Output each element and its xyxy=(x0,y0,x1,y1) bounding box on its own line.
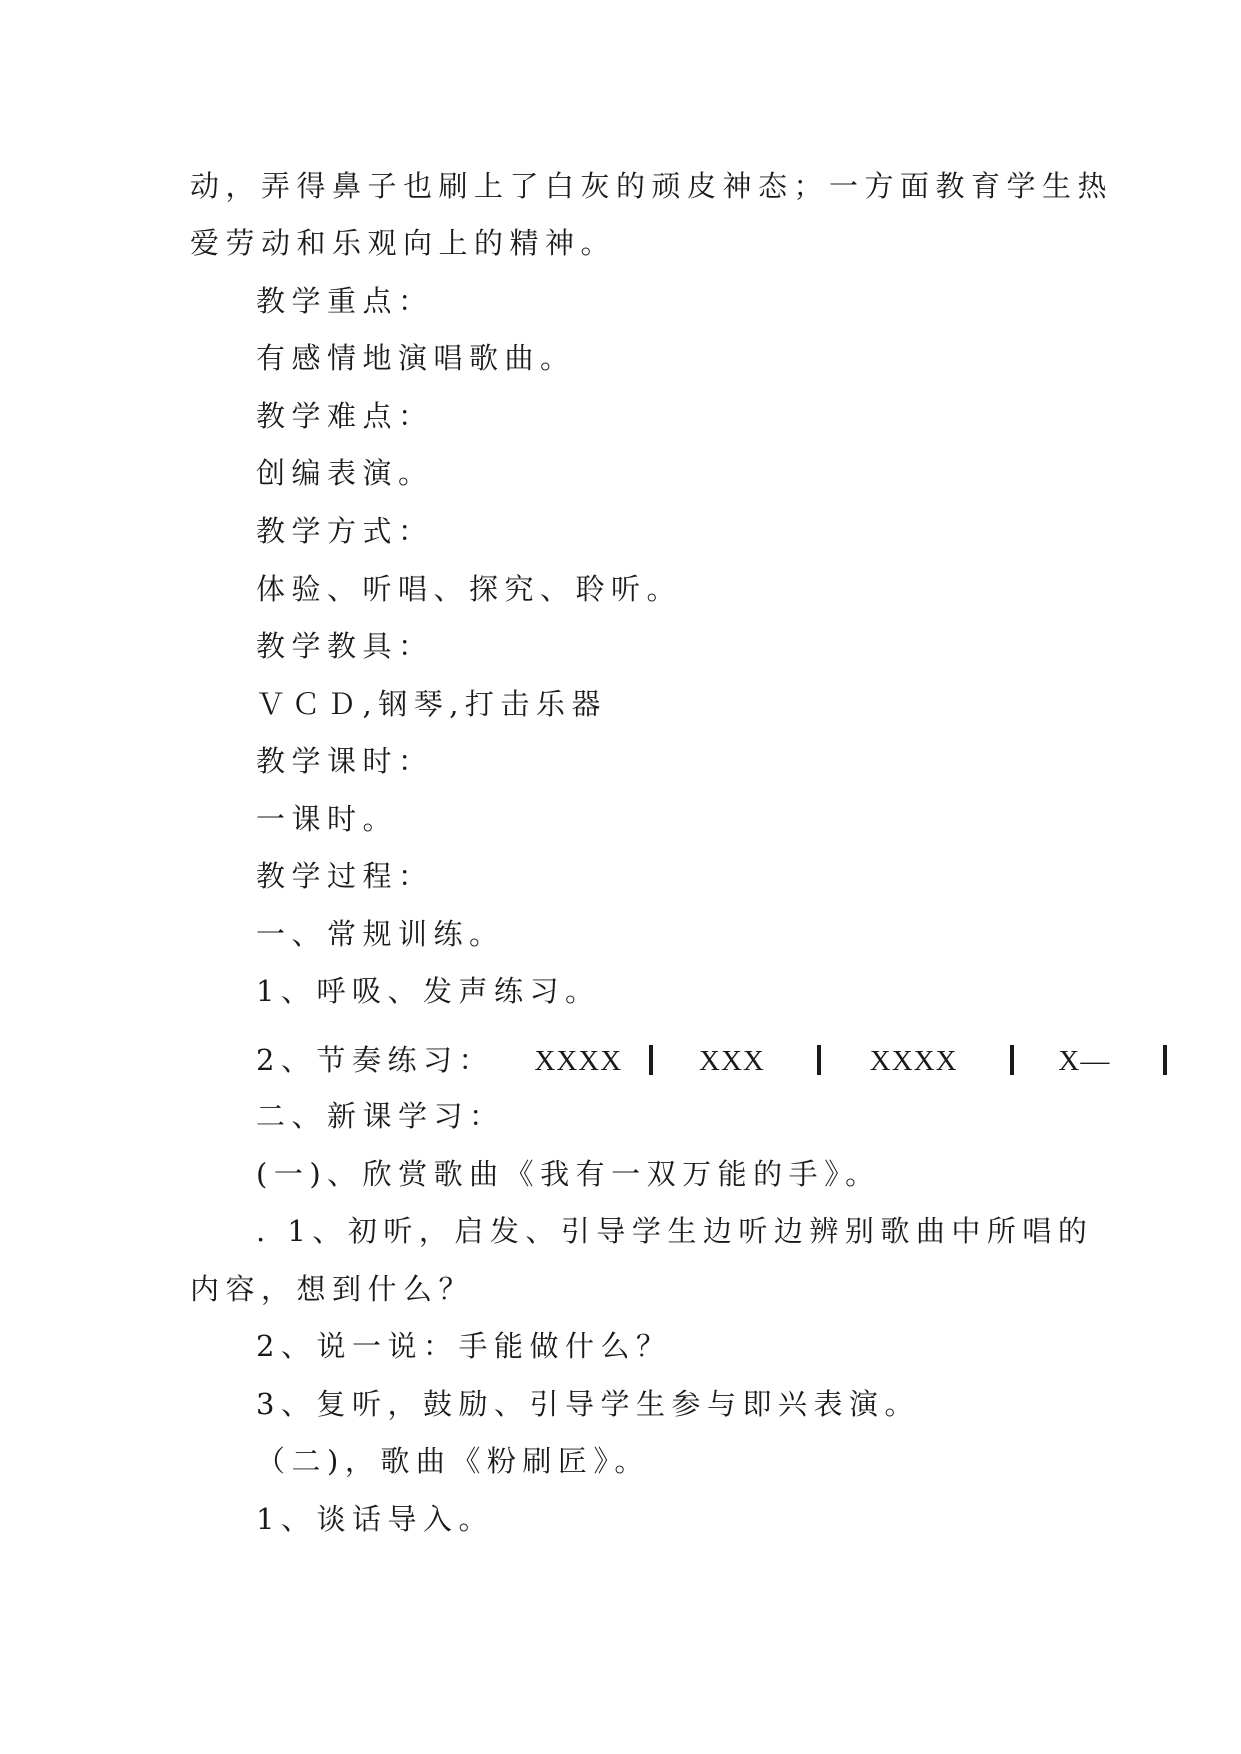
subsection-heading: (一)、欣赏歌曲《我有一双万能的手》。 xyxy=(256,1157,881,1191)
list-item: 2、说一说：手能做什么？ xyxy=(256,1329,672,1363)
rhythm-beat: X— xyxy=(1058,1045,1111,1077)
paragraph-line: 爱劳动和乐观向上的精神。 xyxy=(190,226,617,260)
paragraph-line: ＶＣＤ,钢琴,打击乐器 xyxy=(256,687,607,721)
barline xyxy=(649,1045,653,1075)
section-heading: 教学教具： xyxy=(256,629,434,663)
rhythm-beat: XXXX xyxy=(534,1045,623,1077)
section-heading: 教学方式： xyxy=(256,514,434,548)
subsection-heading: （二)，歌曲《粉刷匠》。 xyxy=(256,1444,650,1478)
paragraph-line: 有感情地演唱歌曲。 xyxy=(256,341,576,375)
barline xyxy=(817,1045,821,1075)
list-item: 1、谈话导入。 xyxy=(256,1502,494,1536)
list-item: 1、呼吸、发声练习。 xyxy=(256,974,601,1008)
section-heading: 教学重点： xyxy=(256,284,434,318)
section-heading: 教学难点： xyxy=(256,399,434,433)
barline xyxy=(1010,1045,1014,1075)
list-item: 一、常规训练。 xyxy=(256,917,505,951)
rhythm-beat: XXX xyxy=(699,1045,765,1077)
section-heading: 教学课时： xyxy=(256,744,434,778)
section-heading: 二、新课学习： xyxy=(256,1099,505,1133)
paragraph-line: 内容，想到什么？ xyxy=(190,1272,475,1306)
rhythm-exercise xyxy=(256,1042,1167,1079)
rhythm-beat: XXXX xyxy=(869,1045,958,1077)
section-heading: 教学过程： xyxy=(256,859,434,893)
rhythm-label: 2、节奏练习： xyxy=(256,1043,494,1077)
paragraph-line: 体验、听唱、探究、聆听。 xyxy=(256,572,683,606)
paragraph-line: 创编表演。 xyxy=(256,456,434,490)
paragraph-line: 动，弄得鼻子也刷上了白灰的顽皮神态；一方面教育学生热 xyxy=(190,169,1114,203)
barline xyxy=(1163,1045,1167,1075)
list-item: . 1、初听，启发、引导学生边听边辨别歌曲中所唱的 xyxy=(256,1214,1094,1248)
paragraph-line: 一课时。 xyxy=(256,802,399,836)
list-item: 3、复听，鼓励、引导学生参与即兴表演。 xyxy=(256,1387,920,1421)
